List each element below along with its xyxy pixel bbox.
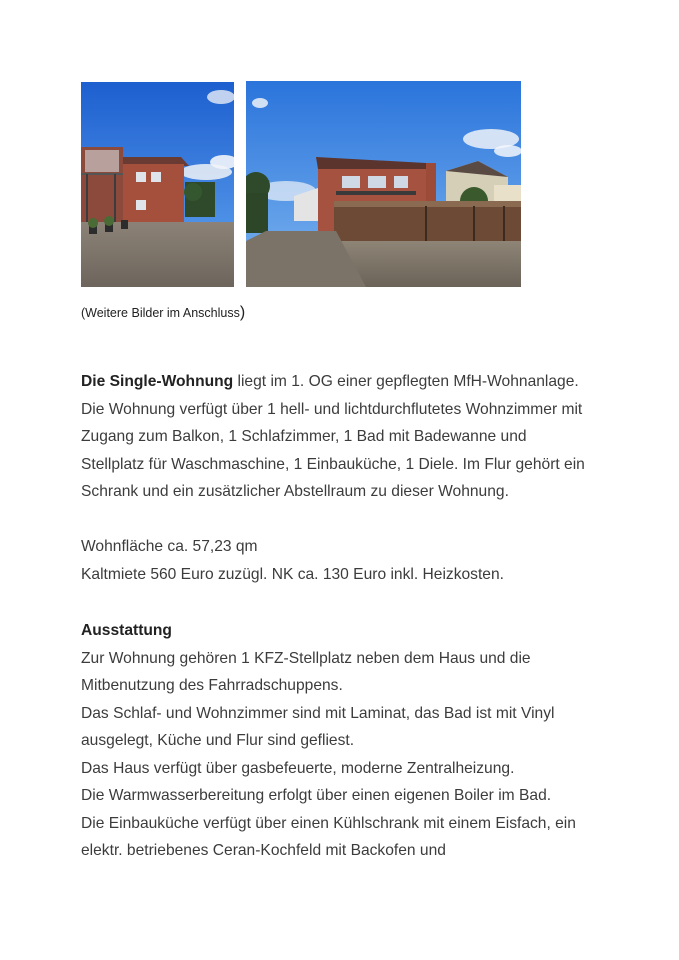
house-photo-garden-icon [246,81,521,287]
intro-bold-title: Die Single-Wohnung [81,373,234,390]
caption-text: (Weitere Bilder im Anschluss [81,306,240,320]
caption-close-paren: ) [239,304,246,321]
features-section [81,617,621,865]
features-line: Die Einbauküche verfügt über einen Kühlschrank mit einem Eisfach, ein [81,814,576,832]
house-photo-courtyard-icon [81,82,234,287]
intro-line-1-rest: liegt im 1. OG einer gepflegten MfH-Wohnanlage. [233,373,579,390]
features-line: ausgelegt, Küche und Flur sind gefliest. [81,732,355,749]
intro-line-4: Stellplatz für Waschmaschine, 1 Einbauküche, 1 Diele. Im Flur gehört ein [81,455,585,473]
intro-line-5: Schrank und ein zusätzlicher Abstellraum zu dieser Wohnung. [81,483,509,500]
features-heading: Ausstattung [81,622,172,639]
house-photo-garden [246,81,521,287]
features-line: Mitbenutzung des Fahrradschuppens. [81,677,343,694]
living-area: Wohnfläche ca. 57,23 qm [81,538,258,555]
features-line: Das Schlaf- und Wohnzimmer sind mit Laminat, das Bad ist mit Vinyl [81,704,555,722]
apartment-description [81,368,621,506]
apartment-facts [81,533,621,588]
rent-info: Kaltmiete 560 Euro zuzügl. NK ca. 130 Euro inkl. Heizkosten. [81,565,504,583]
house-photo-courtyard [81,82,234,287]
intro-line-2: Die Wohnung verfügt über 1 hell- und lichtdurchflutetes Wohnzimmer mit [81,400,583,418]
features-line: Die Warmwasserbereitung erfolgt über einen eigenen Boiler im Bad. [81,787,552,804]
features-line: elektr. betriebenes Ceran-Kochfeld mit Backofen und [81,842,446,859]
features-line: Das Haus verfügt über gasbefeuerte, moderne Zentralheizung. [81,759,515,777]
intro-line-1 [81,368,621,396]
more-images-caption [81,304,245,322]
features-line: Zur Wohnung gehören 1 KFZ-Stellplatz neben dem Haus und die [81,649,531,667]
intro-line-3: Zugang zum Balkon, 1 Schlafzimmer, 1 Bad mit Badewanne und [81,428,527,445]
